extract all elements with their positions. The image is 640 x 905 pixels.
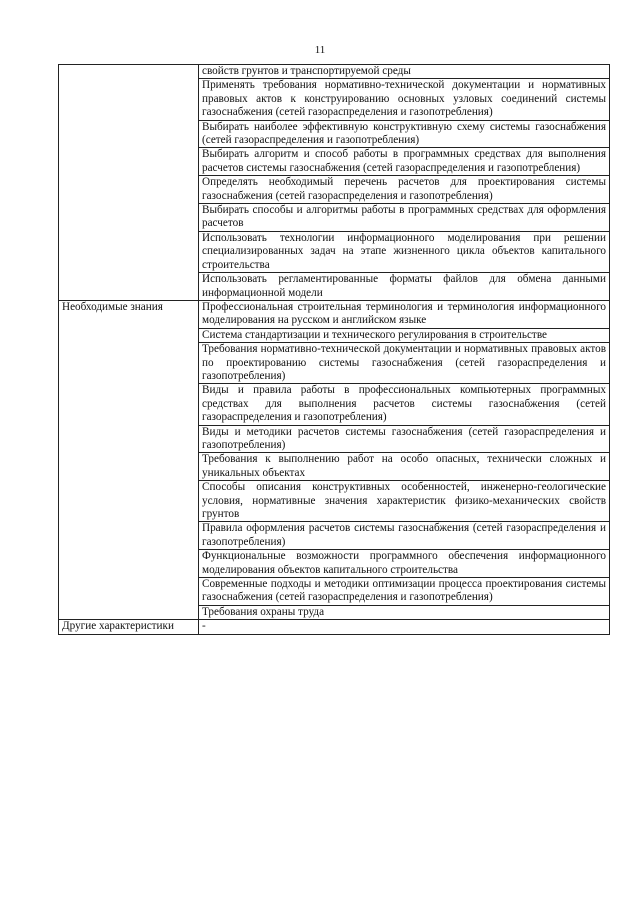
knowledge-item xyxy=(199,605,610,619)
knowledge-item xyxy=(199,481,610,522)
knowledge-item-text: Требования к выполнению работ на особо опасных, технически сложных и уникальных объектах xyxy=(202,453,606,479)
knowledge-item xyxy=(199,578,610,606)
knowledge-item-text: Система стандартизации и технического регулирования в строительстве xyxy=(202,328,548,341)
skill-item xyxy=(199,79,610,120)
knowledge-item-text: Требования охраны труда xyxy=(202,605,325,618)
knowledge-item xyxy=(199,328,610,342)
knowledge-item-text: Требования нормативно-технической документации и нормативных правовых актов по проектированию системы газоснабжения (сетей газораспределения и газопотребления) xyxy=(202,343,606,382)
competency-table xyxy=(58,64,610,635)
skill-row xyxy=(59,65,610,79)
knowledge-item-text: Функциональные возможности программного обеспечения информационного моделирования объектов капитального строительства xyxy=(202,550,606,576)
skill-item xyxy=(199,65,610,79)
knowledge-item xyxy=(199,550,610,578)
skill-item-text: Выбирать алгоритм и способ работы в программных средствах для выполнения расчетов системы газоснабжения (сетей газораспределения и газопотребления) xyxy=(202,148,606,174)
skill-item xyxy=(199,148,610,176)
knowledge-row xyxy=(59,300,610,328)
knowledge-item-text: Современные подходы и методики оптимизации процесса проектирования системы газоснабжения (сетей газораспределения и газопотребления) xyxy=(202,578,606,604)
page-number: 11 xyxy=(314,44,326,56)
skill-item-text: Определять необходимый перечень расчетов для проектирования системы газоснабжения (сетей газораспределения и газопотребления) xyxy=(202,176,606,202)
knowledge-item xyxy=(199,453,610,481)
knowledge-item xyxy=(199,425,610,453)
knowledge-item xyxy=(199,522,610,550)
skill-item xyxy=(199,176,610,204)
other-label: Другие характеристики xyxy=(59,620,199,634)
skill-item-text: свойств грунтов и транспортируемой среды xyxy=(202,65,411,77)
skill-item xyxy=(199,231,610,272)
other-row xyxy=(59,620,610,634)
skill-item-text: Выбирать наиболее эффективную конструктивную схему системы газоснабжения (сетей газораспределения и газопотребления) xyxy=(202,120,606,147)
knowledge-item-text: Виды и методики расчетов системы газоснабжения (сетей газораспределения и газопотребления) xyxy=(202,425,606,451)
skill-item xyxy=(199,273,610,301)
skill-item-text: Выбирать способы и алгоритмы работы в программных средствах для оформления расчетов xyxy=(202,204,606,230)
knowledge-item-text: Виды и правила работы в профессиональных компьютерных программных средствах для выполнения расчетов системы газоснабжения (сетей газораспределения и газопотребления) xyxy=(202,384,606,424)
knowledge-item-text: Профессиональная строительная терминология и терминология информационного моделирования на русском и английском языке xyxy=(202,300,606,327)
knowledge-item xyxy=(199,343,610,384)
other-value xyxy=(199,620,610,634)
knowledge-item-text: Способы описания конструктивных особенностей, инженерно-геологические условия, нормативные значения характеристик физико-механических свойств грунтов xyxy=(202,481,606,520)
skill-item xyxy=(199,204,610,232)
knowledge-item xyxy=(199,384,610,425)
skill-item xyxy=(199,120,610,148)
knowledge-label: Необходимые знания xyxy=(59,300,199,619)
knowledge-item-text: Правила оформления расчетов системы газоснабжения (сетей газораспределения и газопотребления) xyxy=(202,522,606,548)
skill-item-text: Использовать регламентированные форматы файлов для обмена данными информационной модели xyxy=(202,273,606,299)
skill-item-text: Использовать технологии информационного моделирования при решении специализированных задач на этапе жизненного цикла объектов капитального строительства xyxy=(202,231,606,271)
skills-label-cell xyxy=(59,65,199,301)
skill-item-text: Применять требования нормативно-технической документации и нормативных правовых актов к конструированию основных узловых соединений системы газоснабжения (сетей газораспределения и газопотребления) xyxy=(202,79,606,119)
other-value-text: - xyxy=(202,620,206,633)
knowledge-item xyxy=(199,300,610,328)
